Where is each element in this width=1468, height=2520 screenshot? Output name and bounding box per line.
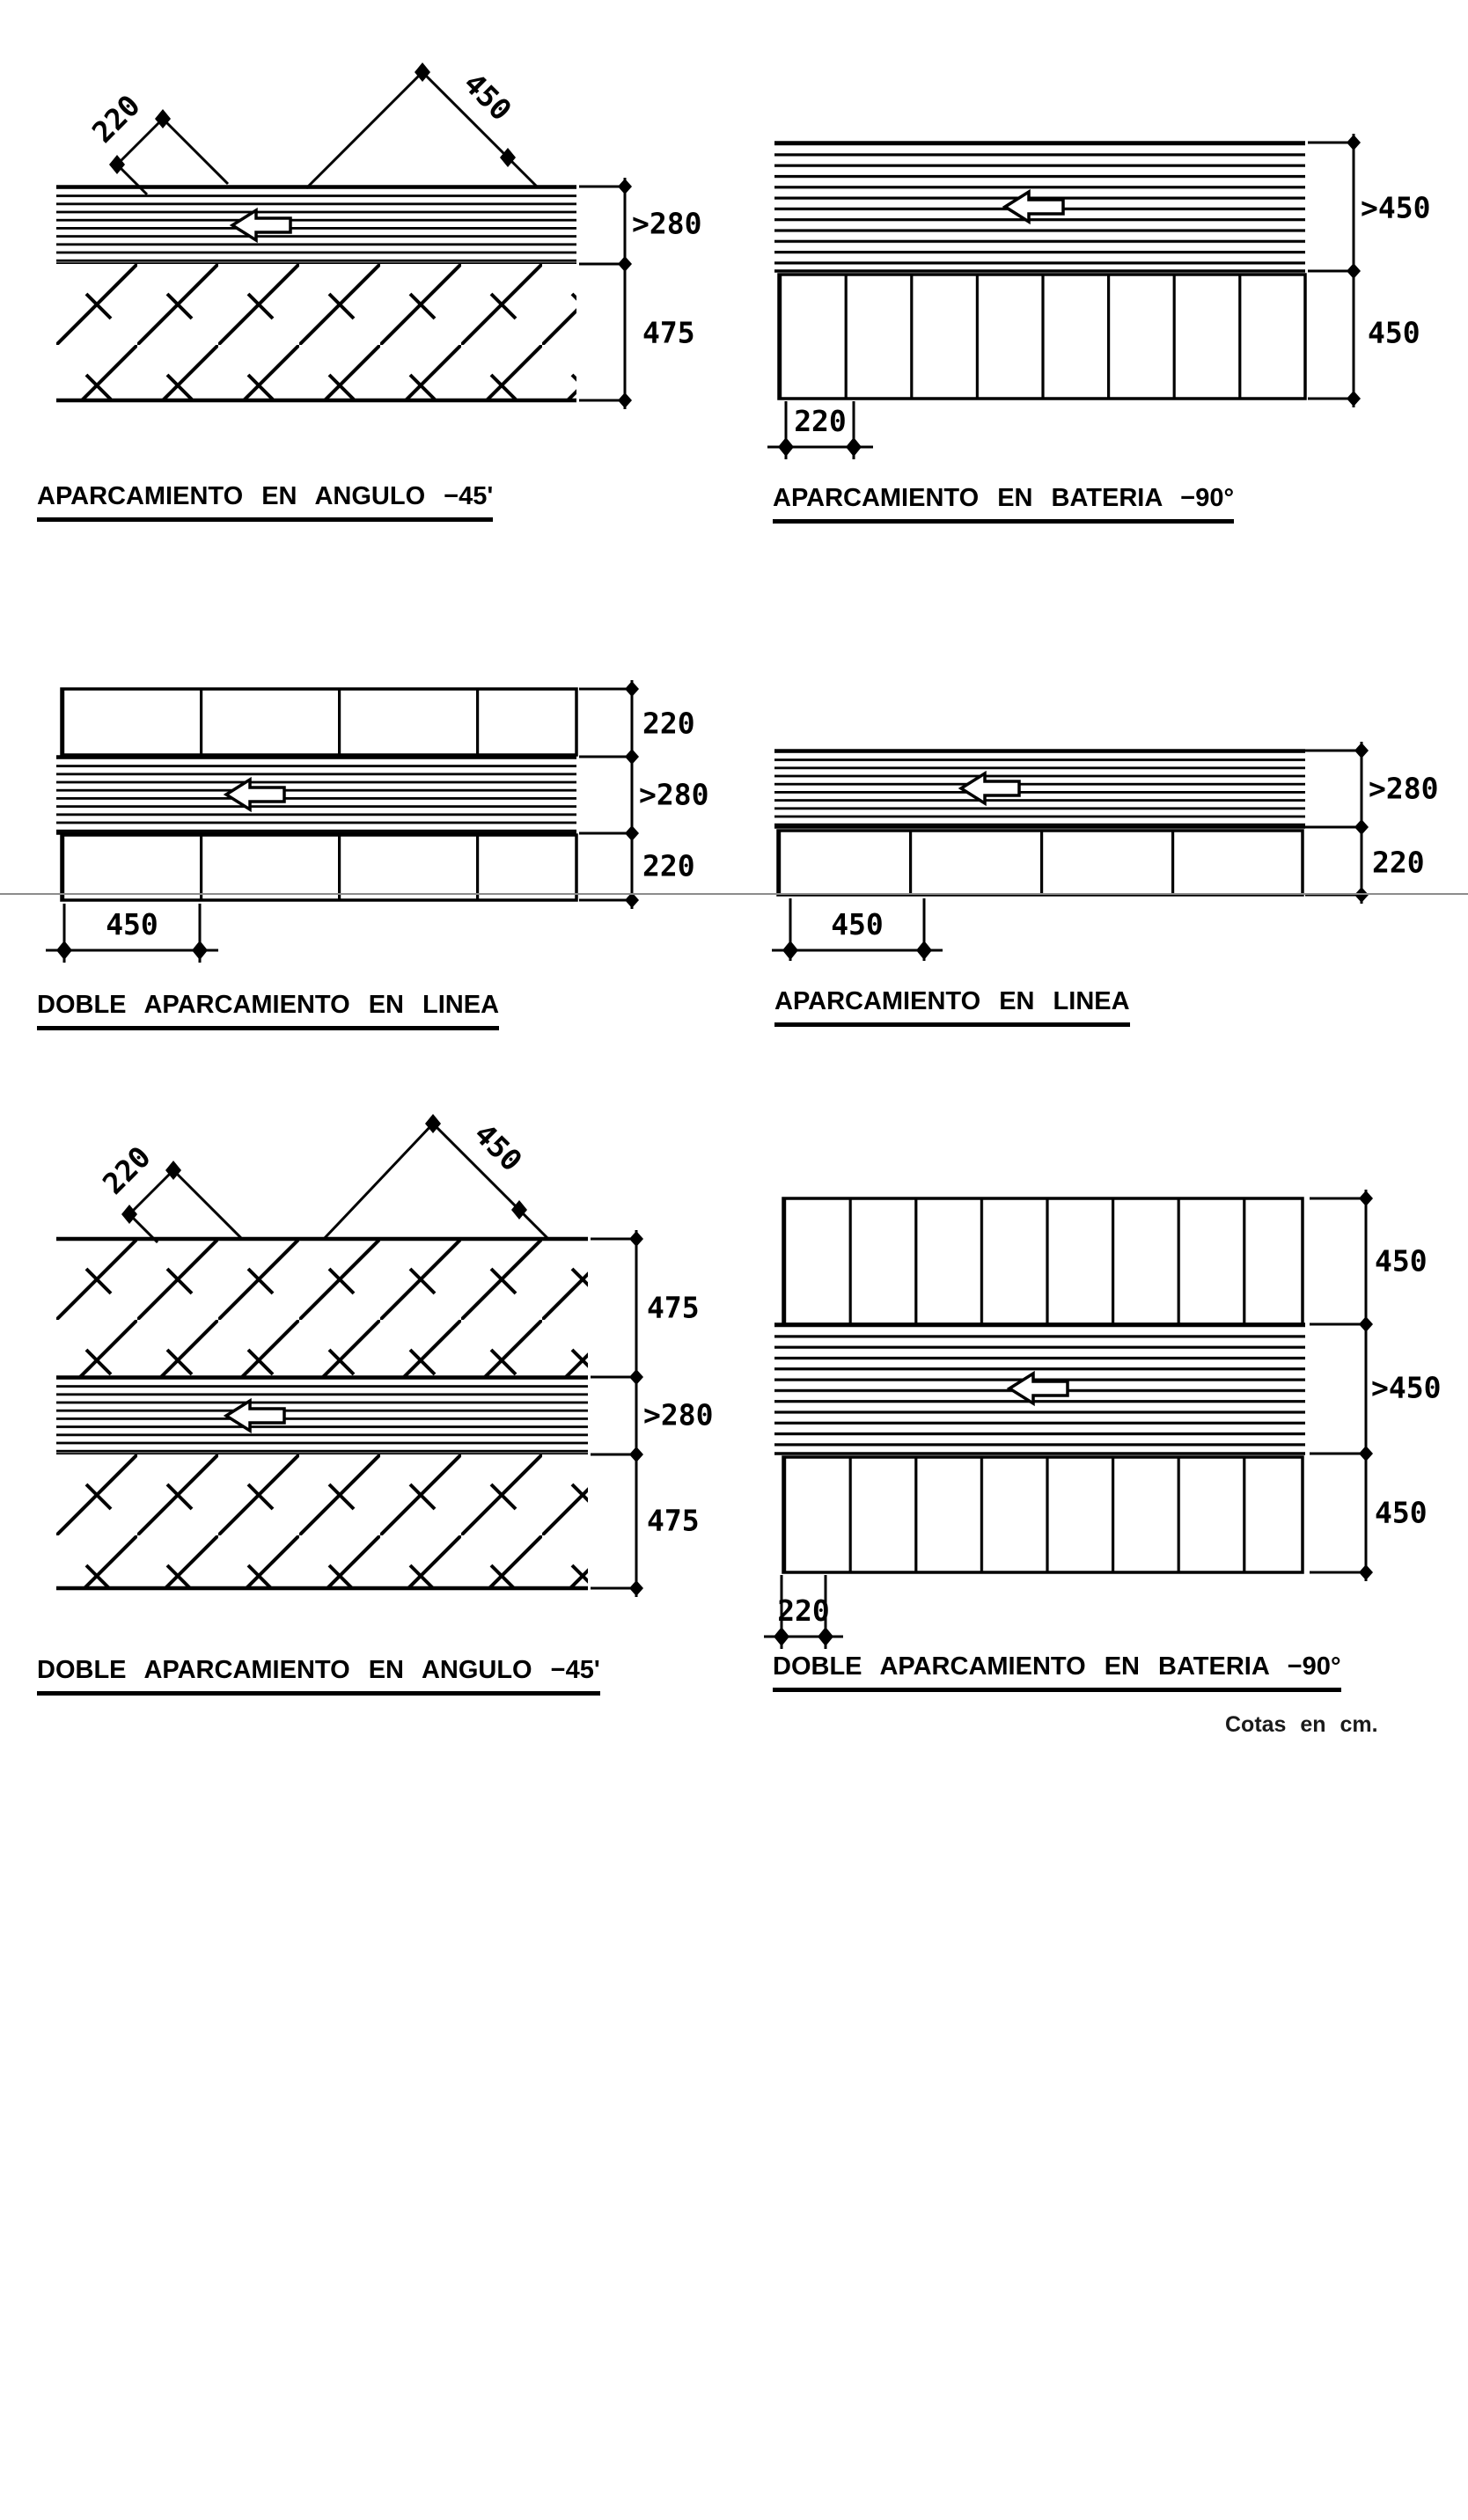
dimension-label: 220 bbox=[642, 848, 695, 883]
dimension-label: >280 bbox=[639, 777, 709, 812]
dimension-line-diagonal-length bbox=[324, 1114, 548, 1239]
dimension-line-vertical bbox=[579, 680, 639, 909]
diagram-linea bbox=[748, 704, 1468, 977]
diagram-doble-linea bbox=[26, 651, 722, 977]
parking-stalls bbox=[779, 275, 1305, 399]
parking-stalls bbox=[778, 831, 1303, 895]
dimension-label: 450 bbox=[467, 1117, 529, 1178]
title-linea: APARCAMIENTO EN LINEA bbox=[774, 987, 1130, 1027]
angled-parking-stalls-bottom bbox=[56, 1454, 588, 1588]
dimension-label: >280 bbox=[1369, 771, 1439, 806]
title-angulo45: APARCAMIENTO EN ANGULO −45' bbox=[37, 482, 493, 522]
diagram-angulo45 bbox=[26, 35, 722, 414]
title-doble-bateria90: DOBLE APARCAMIENTO EN BATERIA −90° bbox=[773, 1652, 1341, 1692]
dimension-label: 450 bbox=[1375, 1243, 1428, 1278]
dimension-line-vertical bbox=[579, 178, 632, 409]
traffic-lane bbox=[56, 1377, 588, 1454]
traffic-lane bbox=[774, 751, 1305, 827]
dimension-label: 220 bbox=[777, 1593, 830, 1628]
diagram-doble-angulo45 bbox=[26, 1091, 722, 1654]
dimension-label: 220 bbox=[642, 706, 695, 741]
dimension-label: >450 bbox=[1371, 1370, 1442, 1405]
dimension-label: >450 bbox=[1361, 190, 1431, 225]
title-bateria90: APARCAMIENTO EN BATERIA −90° bbox=[773, 484, 1234, 524]
dimension-label: >280 bbox=[643, 1397, 714, 1432]
dimension-label: 450 bbox=[106, 907, 158, 941]
diagram-doble-bateria90 bbox=[748, 1126, 1468, 1654]
dimension-line-vertical bbox=[1310, 1190, 1373, 1581]
dimension-line-diagonal-length bbox=[306, 62, 537, 188]
title-doble-linea: DOBLE APARCAMIENTO EN LINEA bbox=[37, 991, 499, 1030]
dimension-label: 475 bbox=[647, 1503, 700, 1538]
dimension-label: 220 bbox=[85, 88, 147, 150]
dimension-label: 450 bbox=[457, 66, 518, 128]
dimension-label: >280 bbox=[632, 206, 702, 241]
diagram-bateria90 bbox=[748, 70, 1468, 484]
dimension-label: 220 bbox=[96, 1139, 158, 1201]
title-doble-angulo45: DOBLE APARCAMIENTO EN ANGULO −45' bbox=[37, 1656, 600, 1696]
dimension-label: 475 bbox=[642, 315, 695, 350]
dimension-label: 450 bbox=[1368, 315, 1420, 350]
traffic-lane bbox=[56, 187, 576, 264]
dimension-line-vertical bbox=[591, 1230, 643, 1597]
angled-parking-stalls bbox=[56, 264, 576, 400]
parking-stalls-bottom bbox=[783, 1457, 1303, 1572]
parking-stalls-bottom bbox=[62, 835, 576, 900]
traffic-lane bbox=[56, 757, 576, 833]
angled-parking-stalls-top bbox=[56, 1239, 588, 1377]
dimension-label: 450 bbox=[1375, 1495, 1428, 1530]
parking-stalls-top bbox=[783, 1198, 1303, 1324]
parking-stalls-top bbox=[62, 689, 576, 755]
units-caption: Cotas en cm. bbox=[1225, 1712, 1378, 1737]
dimension-label: 450 bbox=[831, 907, 884, 941]
dimension-label: 220 bbox=[794, 404, 847, 438]
dimension-line-vertical bbox=[1308, 134, 1361, 407]
scan-artifact-line bbox=[0, 893, 1468, 895]
dimension-line-vertical bbox=[1305, 742, 1369, 904]
dimension-label: 475 bbox=[647, 1290, 700, 1325]
dimension-label: 220 bbox=[1372, 845, 1425, 880]
